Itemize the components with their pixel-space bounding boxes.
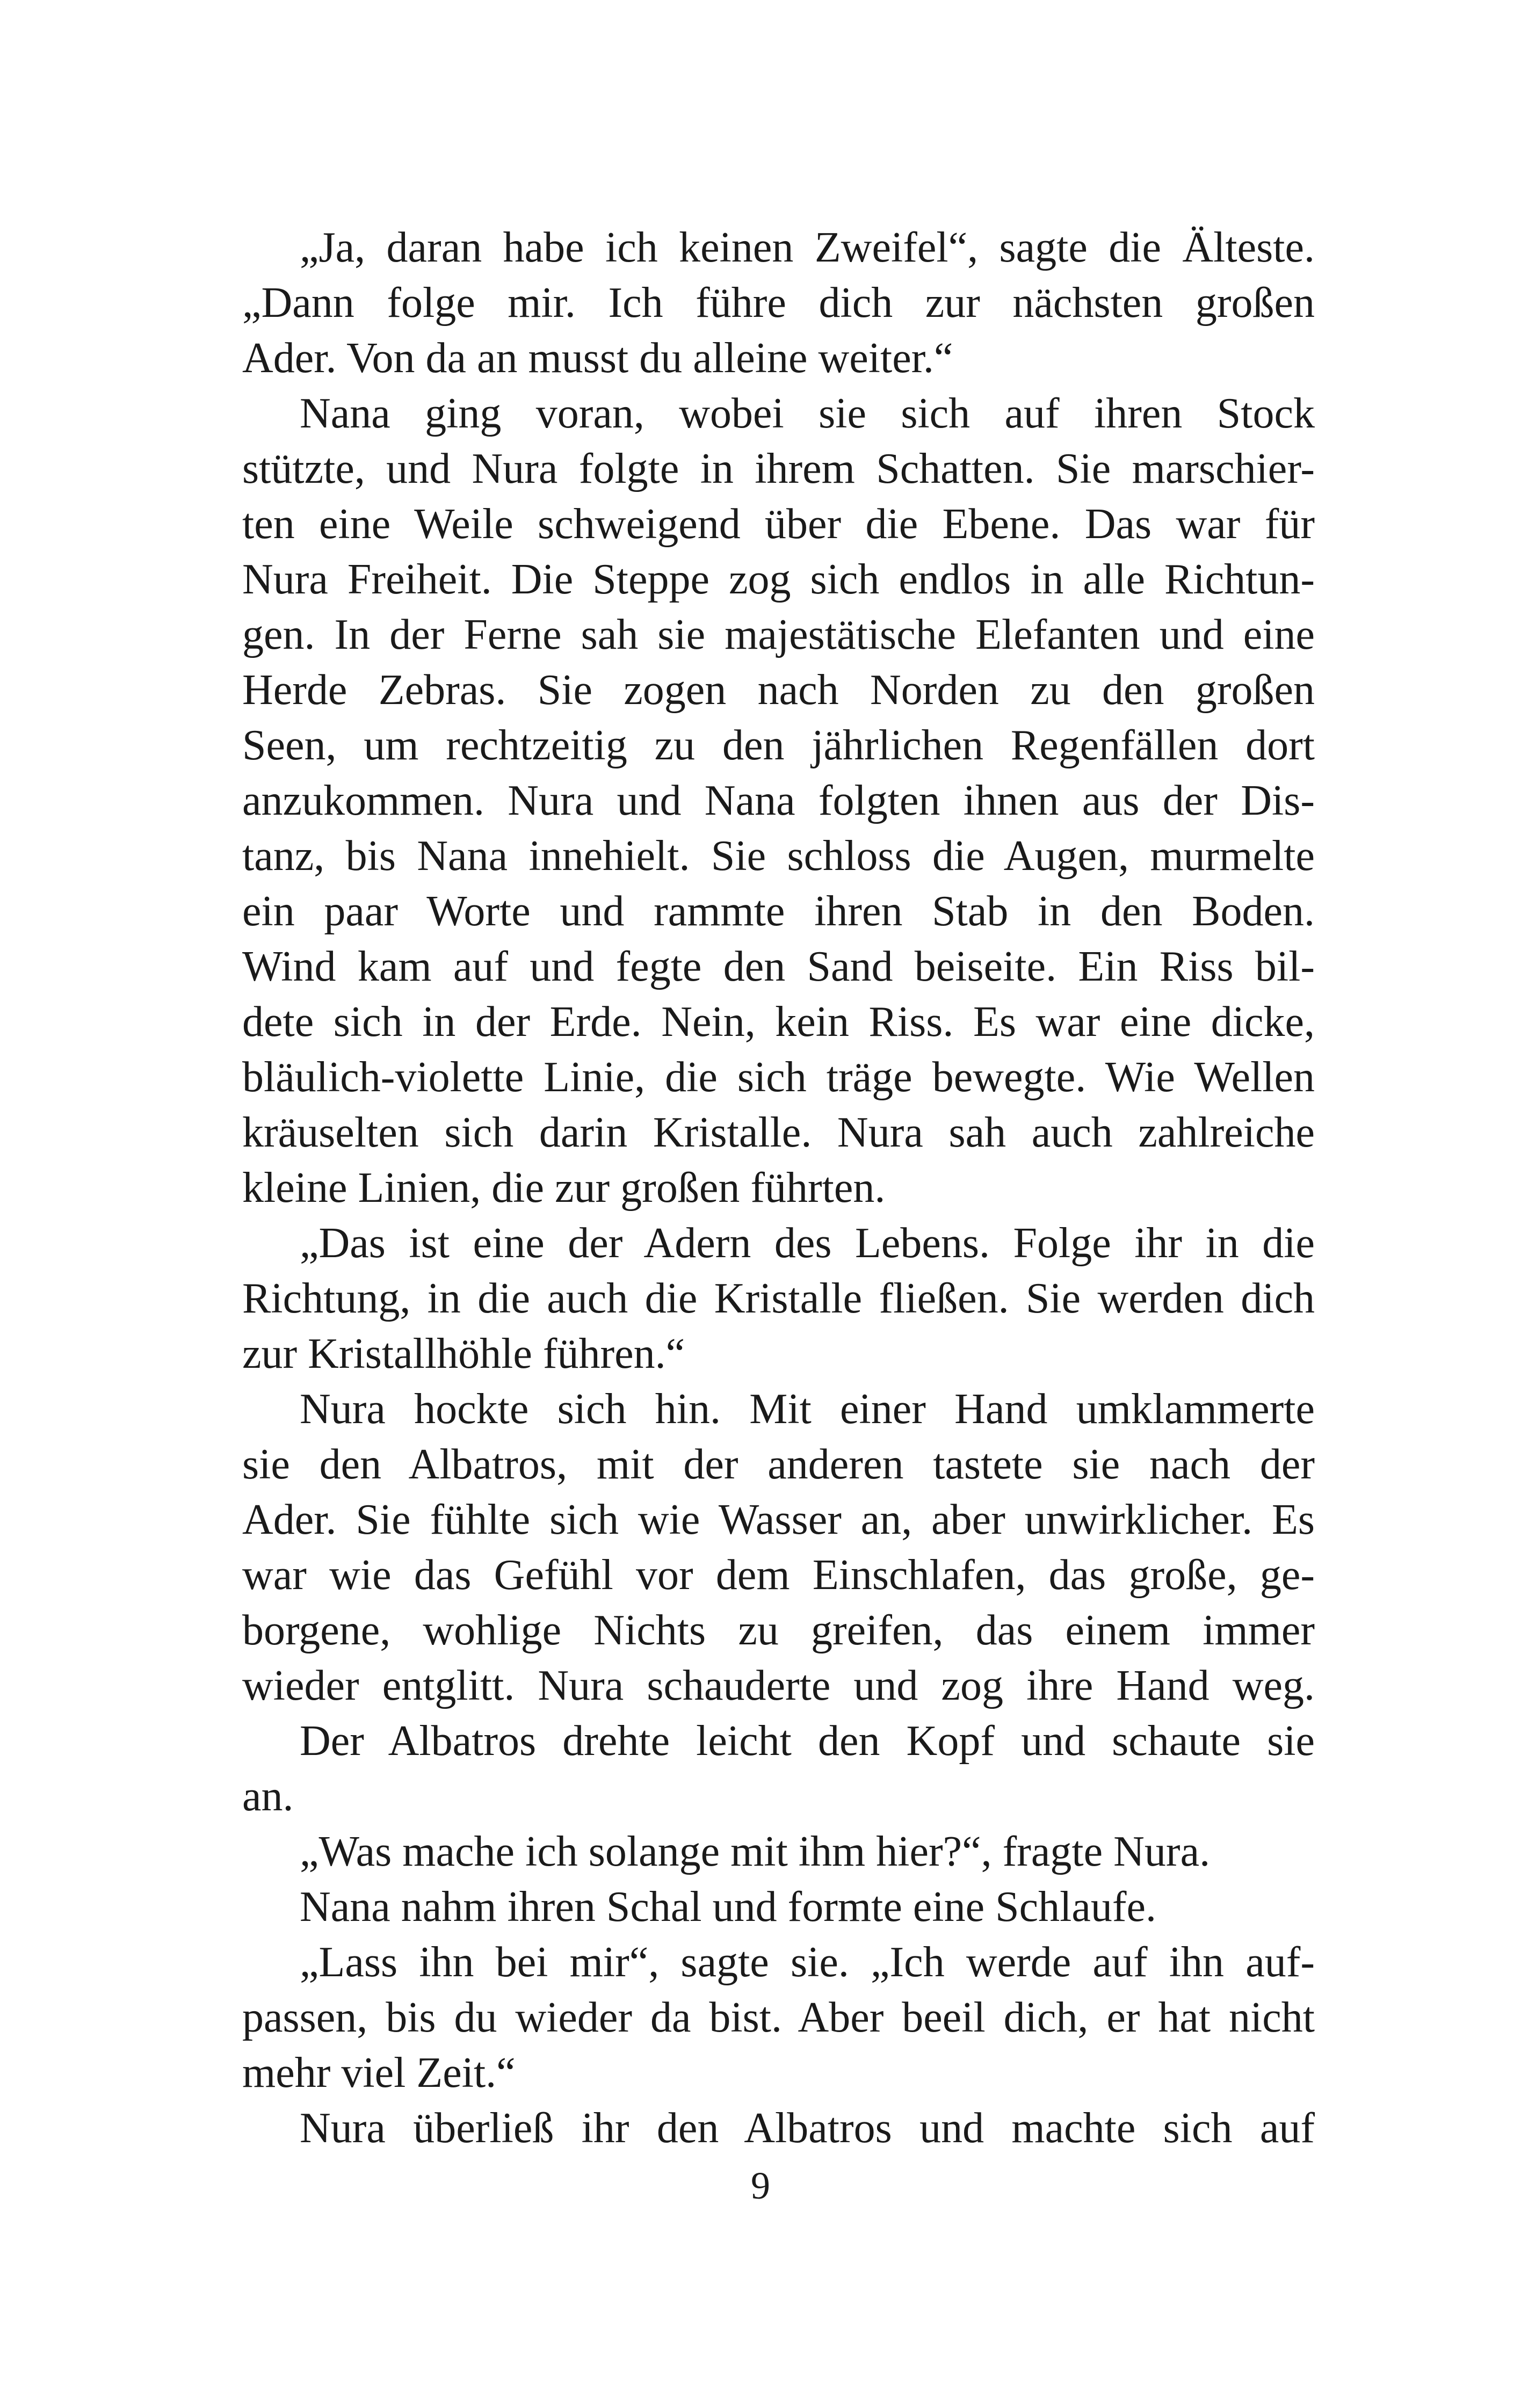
text-line: Nura überließ ihr den Albatros und machte sich auf bbox=[300, 2105, 1315, 2152]
text-line: mehr viel Zeit.“ bbox=[242, 2049, 516, 2097]
text-line: Nura hockte sich hin. Mit einer Hand umklammerte bbox=[300, 1386, 1315, 1433]
text-line: dete sich in der Erde. Nein, kein Riss. Es war eine dicke, bbox=[242, 998, 1315, 1046]
text-line: Herde Zebras. Sie zogen nach Norden zu den großen bbox=[242, 666, 1315, 714]
text-line: Nana ging voran, wobei sie sich auf ihren Stock bbox=[300, 390, 1315, 437]
text-line: kleine Linien, die zur großen führten. bbox=[242, 1164, 886, 1212]
page-number: 9 bbox=[751, 2164, 770, 2207]
text-line: tanz, bis Nana innehielt. Sie schloss die Augen, murmelte bbox=[242, 832, 1315, 880]
text-line: stützte, und Nura folgte in ihrem Schatten. Sie marschier- bbox=[242, 445, 1315, 492]
text-line: Richtung, in die auch die Kristalle fließen. Sie werden dich bbox=[242, 1275, 1315, 1322]
body-text bbox=[242, 220, 1315, 2156]
text-line: Wind kam auf und fegte den Sand beiseite. Ein Riss bil- bbox=[242, 943, 1315, 990]
text-line: Der Albatros drehte leicht den Kopf und schaute sie bbox=[300, 1717, 1315, 1765]
text-line: „Lass ihn bei mir“, sagte sie. „Ich werde auf ihn auf- bbox=[300, 1939, 1315, 1986]
text-line: passen, bis du wieder da bist. Aber beeil dich, er hat nicht bbox=[242, 1994, 1315, 2041]
text-line: sie den Albatros, mit der anderen tastete sie nach der bbox=[242, 1441, 1315, 1488]
text-line: Ader. Von da an musst du alleine weiter.“ bbox=[242, 335, 953, 382]
text-line: Nura Freiheit. Die Steppe zog sich endlos in alle Richtun- bbox=[242, 556, 1315, 603]
text-line: ten eine Weile schweigend über die Ebene. Das war für bbox=[242, 501, 1315, 548]
text-line: war wie das Gefühl vor dem Einschlafen, das große, ge- bbox=[242, 1551, 1315, 1599]
text-line: bläulich-violette Linie, die sich träge bewegte. Wie Wellen bbox=[242, 1054, 1315, 1101]
text-line: an. bbox=[242, 1773, 294, 1820]
text-line: Seen, um rechtzeitig zu den jährlichen Regenfällen dort bbox=[242, 722, 1315, 769]
text-line: borgene, wohlige Nichts zu greifen, das einem immer bbox=[242, 1607, 1315, 1654]
text-line: ein paar Worte und rammte ihren Stab in den Boden. bbox=[242, 888, 1315, 935]
text-line: zur Kristallhöhle führen.“ bbox=[242, 1330, 685, 1377]
text-line: „Was mache ich solange mit ihm hier?“, fragte Nura. bbox=[300, 1828, 1211, 1875]
text-line: kräuselten sich darin Kristalle. Nura sah auch zahlreiche bbox=[242, 1109, 1315, 1156]
text-line: „Ja, daran habe ich keinen Zweifel“, sagte die Älteste. bbox=[300, 224, 1315, 271]
text-line: wieder entglitt. Nura schauderte und zog ihre Hand weg. bbox=[242, 1662, 1315, 1709]
text-line: anzukommen. Nura und Nana folgten ihnen aus der Dis- bbox=[242, 777, 1315, 824]
text-line: „Das ist eine der Adern des Lebens. Folge ihr in die bbox=[300, 1220, 1315, 1267]
text-line: Ader. Sie fühlte sich wie Wasser an, aber unwirklicher. Es bbox=[242, 1496, 1315, 1543]
text-line: Nana nahm ihren Schal und formte eine Schlaufe. bbox=[300, 1883, 1156, 1931]
text-line: „Dann folge mir. Ich führe dich zur nächsten großen bbox=[242, 279, 1315, 327]
text-line: gen. In der Ferne sah sie majestätische Elefanten und eine bbox=[242, 611, 1315, 658]
